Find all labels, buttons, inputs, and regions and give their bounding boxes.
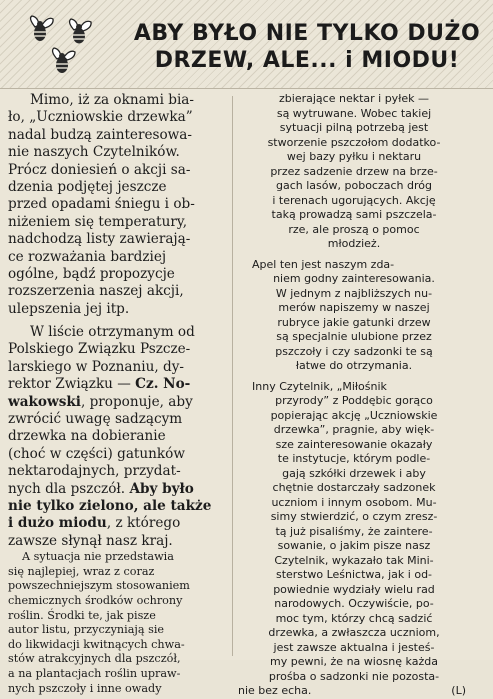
text-run: nadchodzą listy zawierają- bbox=[8, 231, 191, 248]
text-line bbox=[238, 272, 470, 287]
text-run: tą już pisaliśmy, że zaintere- bbox=[275, 524, 433, 538]
text-run: drzewka, a zwłaszcza uczniom, bbox=[268, 626, 440, 639]
text-line bbox=[238, 684, 470, 699]
text-line bbox=[238, 179, 470, 194]
text-line bbox=[238, 626, 470, 641]
text-line bbox=[238, 380, 470, 395]
text-run: gają szkółki drzewek i aby bbox=[282, 466, 426, 480]
text-run: chętnie dostarczały sadzonek bbox=[272, 481, 436, 494]
bee-icon bbox=[64, 16, 94, 46]
bold-text-run: i dużo miodu bbox=[8, 515, 107, 532]
text-run: wej bazy pyłku i nektaru bbox=[286, 150, 422, 163]
text-line bbox=[8, 249, 228, 266]
text-run: Prócz doniesień o akcji sa- bbox=[8, 161, 191, 178]
text-line bbox=[8, 463, 228, 480]
text-line bbox=[238, 394, 470, 409]
text-line bbox=[8, 652, 228, 667]
text-line bbox=[8, 579, 228, 594]
text-line bbox=[238, 165, 470, 180]
text-line bbox=[8, 550, 228, 565]
text-run: Inny Czytelnik, „Miłośnik bbox=[252, 379, 387, 393]
text-line bbox=[238, 223, 470, 238]
text-run: rubryce jakie gatunki drzew bbox=[277, 315, 431, 329]
text-run: Apel ten jest naszym zda- bbox=[252, 257, 395, 271]
text-line bbox=[8, 324, 228, 341]
text-run: się najlepiej, wraz z coraz bbox=[8, 564, 155, 578]
text-run: ulepszenia jej itp. bbox=[8, 300, 130, 317]
text-run: a na plantacjach roślin upraw- bbox=[8, 666, 181, 680]
text-line bbox=[8, 638, 228, 653]
bee-icon bbox=[26, 14, 56, 44]
text-run: przed opadami śniegu i ob- bbox=[8, 196, 195, 213]
text-line bbox=[8, 498, 228, 515]
text-line bbox=[238, 496, 470, 511]
text-line bbox=[8, 196, 228, 213]
text-line bbox=[8, 359, 228, 376]
text-run: drzewka na dobieranie bbox=[8, 428, 166, 445]
text-run: przyrody” z Poddębic gorąco bbox=[275, 394, 433, 407]
text-run: stworzenie pszczołom dodatko- bbox=[267, 135, 441, 149]
text-run: drzewka”, pragnie, aby więk- bbox=[273, 423, 435, 436]
text-line bbox=[8, 231, 228, 248]
text-run: młodzież. bbox=[327, 237, 381, 250]
text-run: łatwe do otrzymania. bbox=[295, 359, 413, 372]
bee-icon bbox=[48, 46, 78, 76]
text-run: i terenach ugorujących. Akcję bbox=[272, 193, 436, 207]
text-run: larskiego w Poznaniu, dy- bbox=[8, 358, 184, 375]
text-run: stów atrakcyjnych dla pszczół, bbox=[8, 652, 181, 666]
text-line bbox=[238, 641, 470, 656]
text-line bbox=[8, 515, 228, 532]
text-line bbox=[238, 107, 470, 122]
text-line bbox=[238, 670, 470, 685]
text-run: nych pszczoły i inne owady bbox=[8, 681, 162, 695]
text-line bbox=[8, 301, 228, 318]
text-line bbox=[8, 411, 228, 428]
text-run: przez sadzenie drzew na brze- bbox=[270, 164, 438, 178]
column-divider bbox=[232, 96, 233, 656]
text-line bbox=[238, 655, 470, 670]
text-run: dzenia podjętej jeszcze bbox=[8, 178, 167, 195]
text-line bbox=[8, 127, 228, 144]
bees-illustration bbox=[26, 10, 110, 80]
text-line bbox=[8, 144, 228, 161]
text-run: nektarodajnych, przydat- bbox=[8, 463, 181, 480]
text-run: Polskiego Związku Pszcze- bbox=[8, 341, 191, 358]
text-run: są specjalnie ulubione przez bbox=[276, 330, 432, 343]
text-run: moc tym, którzy chcą sadzić bbox=[275, 611, 433, 625]
text-line bbox=[238, 258, 470, 273]
text-run: nych dla pszczół. bbox=[8, 480, 130, 497]
text-run: zawsze słynął nasz kraj. bbox=[8, 532, 173, 549]
text-line bbox=[238, 150, 470, 165]
text-run: jest zawsze aktualna i jesteś- bbox=[273, 640, 435, 654]
text-run: merów napiszemy w naszej bbox=[278, 301, 430, 314]
text-run: niżeniem się temperatury, bbox=[8, 213, 188, 230]
text-run: rze, ale proszą o pomoc bbox=[288, 222, 420, 236]
text-line bbox=[8, 609, 228, 624]
text-line bbox=[238, 345, 470, 360]
text-line bbox=[238, 92, 470, 107]
text-line bbox=[8, 623, 228, 638]
text-line bbox=[238, 467, 470, 482]
text-run: autor listu, przyczyniają sie bbox=[8, 623, 165, 637]
text-run: ce rozważania bardziej bbox=[8, 248, 167, 265]
text-line bbox=[8, 162, 228, 179]
text-run: sytuacji pilną potrzebą jest bbox=[279, 121, 429, 134]
bold-text-run: Aby było bbox=[129, 480, 194, 497]
text-line bbox=[8, 446, 228, 463]
text-line bbox=[8, 109, 228, 126]
text-run: nadal budzą zainteresowa- bbox=[8, 126, 192, 143]
text-line bbox=[8, 179, 228, 196]
article-column-left bbox=[8, 92, 228, 696]
text-run: powszechniejszym stosowaniem bbox=[8, 579, 190, 593]
text-line bbox=[8, 283, 228, 300]
text-line bbox=[238, 452, 470, 467]
text-line bbox=[238, 481, 470, 496]
text-run: ło, „Uczniowskie drzewka” bbox=[8, 109, 193, 126]
text-line bbox=[8, 341, 228, 358]
text-line bbox=[238, 525, 470, 540]
text-line bbox=[238, 301, 470, 316]
text-run: są wytruwane. Wobec takiej bbox=[276, 106, 432, 120]
text-run: taką prowadzą sami pszczela- bbox=[271, 208, 437, 221]
text-run: zbierające nektar i pyłek — bbox=[279, 92, 429, 105]
text-run: Mimo, iż za oknami bia- bbox=[30, 92, 194, 108]
text-line bbox=[8, 594, 228, 609]
text-run: ogólne, bądź propozycje bbox=[8, 265, 175, 282]
headline-line-1: ABY BYŁO NIE TYLKO DUŻO bbox=[133, 21, 481, 46]
text-line bbox=[8, 533, 228, 550]
text-line bbox=[238, 539, 470, 554]
author-signature: (L) bbox=[451, 684, 466, 697]
text-line bbox=[238, 359, 470, 374]
bold-text-run: nie tylko zielono, ale także bbox=[8, 497, 212, 514]
text-run: rozszerzenia naszej akcji, bbox=[8, 283, 184, 300]
text-run: simy stwierdzić, o czym zresz- bbox=[270, 510, 438, 523]
text-line bbox=[8, 376, 228, 393]
text-line bbox=[238, 597, 470, 612]
text-run: uczniom i innym osobom. Mu- bbox=[271, 495, 437, 509]
text-line bbox=[238, 237, 470, 252]
text-run: sterstwo Leśnictwa, jak i od- bbox=[275, 568, 433, 581]
text-run: , proponuje, aby bbox=[80, 393, 193, 410]
bold-text-run: wakowski bbox=[8, 393, 81, 410]
text-run: pszczoły i czy sadzonki te są bbox=[275, 344, 433, 358]
text-run: , z którego bbox=[106, 515, 181, 532]
text-line bbox=[238, 438, 470, 453]
text-line bbox=[238, 316, 470, 331]
text-run: (choć w części) gatunków bbox=[8, 445, 185, 462]
text-run: nie bez echa. bbox=[238, 684, 312, 697]
text-line bbox=[8, 481, 228, 498]
text-run: W jednym z najbliższych nu- bbox=[275, 286, 433, 300]
text-run: roślin. Środki te, jak pisze bbox=[8, 608, 156, 622]
text-line bbox=[8, 266, 228, 283]
text-line bbox=[238, 121, 470, 136]
text-run: gach lasów, poboczach dróg bbox=[276, 179, 432, 192]
text-line bbox=[8, 92, 228, 109]
text-line bbox=[8, 428, 228, 445]
text-run: popierając akcję „Uczniowskie bbox=[270, 408, 438, 422]
text-run: te instytucje, którym podle- bbox=[277, 452, 431, 465]
text-line bbox=[8, 394, 228, 411]
text-line bbox=[238, 568, 470, 583]
text-line bbox=[238, 510, 470, 525]
text-run: chemicznych środków ochrony bbox=[8, 593, 183, 607]
text-run: nie naszych Czytelników. bbox=[8, 144, 180, 161]
text-run: niem godny zainteresowania. bbox=[273, 272, 435, 285]
text-run: powiednie wydziały wielu rad bbox=[273, 582, 435, 596]
headline-line-2: DRZEW, ALE... i MIODU! bbox=[154, 48, 460, 73]
text-run: A sytuacja nie przedstawia bbox=[22, 550, 174, 564]
text-line bbox=[238, 287, 470, 302]
text-run: prośba o sadzonki nie pozosta- bbox=[268, 669, 440, 683]
bold-text-run: Cz. No- bbox=[135, 376, 191, 393]
text-line bbox=[8, 214, 228, 231]
text-line bbox=[238, 194, 470, 209]
text-run: rektor Związku — bbox=[8, 376, 136, 393]
text-line bbox=[8, 565, 228, 580]
article-header bbox=[0, 0, 493, 89]
text-line bbox=[8, 667, 228, 682]
text-run: narodowych. Oczywiście, po- bbox=[274, 597, 434, 610]
text-line bbox=[238, 423, 470, 438]
text-run: my pewni, że na wiosnę każda bbox=[270, 655, 438, 668]
text-run: do likwidacji kwitnących chwa- bbox=[8, 637, 185, 651]
text-line bbox=[238, 208, 470, 223]
article-column-right bbox=[238, 92, 470, 699]
text-run: sowanie, o jakim pisze nasz bbox=[277, 539, 431, 552]
article-headline bbox=[126, 20, 488, 74]
text-line bbox=[8, 682, 228, 697]
text-run: zwrócić uwagę sadzącym bbox=[8, 411, 183, 428]
text-line bbox=[238, 583, 470, 598]
text-line bbox=[238, 612, 470, 627]
text-line bbox=[238, 136, 470, 151]
text-line bbox=[238, 330, 470, 345]
text-line bbox=[238, 409, 470, 424]
text-run: sze zainteresowanie okazały bbox=[275, 437, 433, 451]
text-run: Czytelnik, wykazało tak Mini- bbox=[274, 553, 434, 567]
text-run: W liście otrzymanym od bbox=[30, 324, 195, 341]
text-line bbox=[238, 554, 470, 569]
